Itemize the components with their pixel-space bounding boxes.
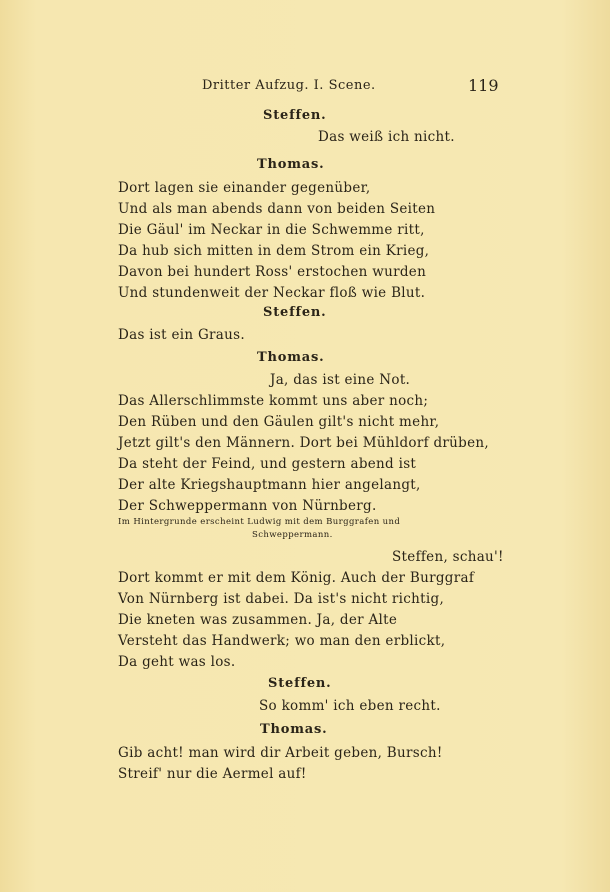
verse-line: Und als man abends dann von beiden Seiten bbox=[118, 201, 436, 217]
verse-line: Die Gäul' im Neckar in die Schwemme ritt, bbox=[118, 222, 425, 238]
verse-line: Streif' nur die Aermel auf! bbox=[118, 766, 307, 782]
verse-line: Dort lagen sie einander gegenüber, bbox=[118, 180, 371, 196]
stage-direction: Schweppermann. bbox=[252, 530, 333, 540]
verse-line: Dort kommt er mit dem König. Auch der Burggraf bbox=[118, 570, 475, 586]
stage-direction: Im Hintergrunde erscheint Ludwig mit dem Burggrafen und bbox=[118, 517, 401, 527]
verse-line: Gib acht! man wird dir Arbeit geben, Bursch! bbox=[118, 745, 443, 761]
verse-line: Der Schweppermann von Nürnberg. bbox=[118, 498, 377, 514]
speaker-name: Thomas. bbox=[257, 157, 325, 172]
verse-line: Da geht was los. bbox=[118, 654, 236, 670]
verse-line: Den Rüben und den Gäulen gilt's nicht mehr, bbox=[118, 414, 440, 430]
verse-line: Davon bei hundert Ross' erstochen wurden bbox=[118, 264, 427, 280]
verse-line: Da steht der Feind, und gestern abend ist bbox=[118, 456, 417, 472]
verse-line: Jetzt gilt's den Männern. Dort bei Mühldorf drüben, bbox=[118, 435, 489, 451]
verse-line: Das ist ein Graus. bbox=[118, 327, 245, 343]
speaker-name: Steffen. bbox=[263, 108, 327, 123]
verse-line: Der alte Kriegshauptmann hier angelangt, bbox=[118, 477, 421, 493]
verse-line: Ja, das ist eine Not. bbox=[270, 372, 411, 388]
verse-line: Da hub sich mitten in dem Strom ein Krieg, bbox=[118, 243, 430, 259]
speaker-name: Steffen. bbox=[263, 305, 327, 320]
speaker-name: Thomas. bbox=[257, 350, 325, 365]
verse-line: Von Nürnberg ist dabei. Da ist's nicht richtig, bbox=[118, 591, 445, 607]
verse-line: Versteht das Handwerk; wo man den erblickt, bbox=[118, 633, 446, 649]
verse-line: Das Allerschlimmste kommt uns aber noch; bbox=[118, 393, 429, 409]
page-number: 119 bbox=[468, 76, 499, 95]
running-header bbox=[0, 78, 610, 98]
verse-line: Steffen, schau'! bbox=[392, 549, 504, 565]
speaker-name: Thomas. bbox=[260, 722, 328, 737]
verse-line: Das weiß ich nicht. bbox=[318, 129, 455, 145]
verse-line: Die kneten was zusammen. Ja, der Alte bbox=[118, 612, 398, 628]
verse-line: Und stundenweit der Neckar floß wie Blut. bbox=[118, 285, 426, 301]
running-head: Dritter Aufzug. I. Scene. bbox=[202, 78, 376, 93]
speaker-name: Steffen. bbox=[268, 676, 332, 691]
verse-line: So komm' ich eben recht. bbox=[259, 698, 441, 714]
